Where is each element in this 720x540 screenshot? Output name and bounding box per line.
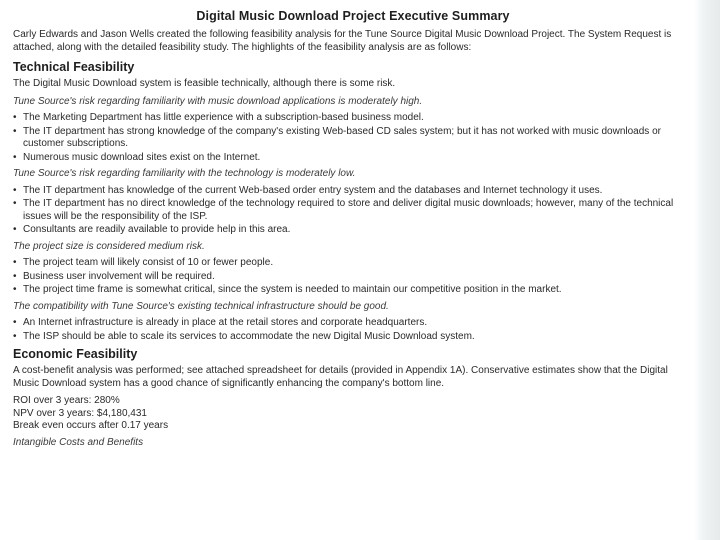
list-item: • An Internet infrastructure is already in place at the retail stores and corporate headquarters. xyxy=(13,317,693,330)
page-edge-shadow xyxy=(694,0,720,540)
intro-paragraph: Carly Edwards and Jason Wells created the following feasibility analysis for the Tune Source Digital Music Download Project. The System Request is attached, along with the detailed feasibility study. The highlights of the feasibility analysis are as follows: xyxy=(13,29,672,53)
list-item: • The IT department has knowledge of the current Web-based order entry system and the databases and Internet technology it uses. xyxy=(13,185,693,198)
list-item: • The IT department has no direct knowledge of the technology required to store and deliver digital music downloads; however, many of the technical issues will be the responsibility of the ISP. xyxy=(13,198,693,223)
technical-bullets-2 xyxy=(13,185,693,237)
economic-heading: Economic Feasibility xyxy=(13,347,138,361)
technical-subheading-compatibility: The compatibility with Tune Source's existing technical infrastructure should be good. xyxy=(13,300,389,312)
breakeven-value: Break even occurs after 0.17 years xyxy=(13,420,169,431)
document-title: Digital Music Download Project Executive Summary xyxy=(196,9,510,23)
technical-heading: Technical Feasibility xyxy=(13,60,135,74)
technical-statement: The Digital Music Download system is feasible technically, although there is some risk. xyxy=(13,78,396,89)
technical-bullets-4 xyxy=(13,317,693,343)
executive-summary xyxy=(13,9,693,453)
list-item: • Business user involvement will be required. xyxy=(13,271,693,284)
list-item: • The ISP should be able to scale its services to accommodate the new Digital Music Download system. xyxy=(13,331,693,344)
technical-subheading-project-size: The project size is considered medium risk. xyxy=(13,240,205,252)
roi-value: ROI over 3 years: 280% xyxy=(13,395,120,406)
economic-statement: A cost-benefit analysis was performed; see attached spreadsheet for details (provided in Appendix 1A). Conservative estimates show that the Digital Music Download system has a good chance of significantly enhancing the company's bottom line. xyxy=(13,365,668,389)
list-item: • Consultants are readily available to provide help in this area. xyxy=(13,224,693,237)
technical-subheading-familiarity-app: Tune Source's risk regarding familiarity with music download applications is moderately high. xyxy=(13,95,423,107)
technical-bullets-1 xyxy=(13,112,693,164)
technical-bullets-3 xyxy=(13,257,693,297)
list-item: • The Marketing Department has little experience with a subscription-based business model. xyxy=(13,112,693,125)
economic-metrics xyxy=(13,395,693,433)
intangible-subheading: Intangible Costs and Benefits xyxy=(13,436,144,448)
list-item: • The project team will likely consist of 10 or fewer people. xyxy=(13,257,693,270)
list-item: • Numerous music download sites exist on the Internet. xyxy=(13,152,693,165)
technical-subheading-familiarity-tech: Tune Source's risk regarding familiarity with the technology is moderately low. xyxy=(13,168,356,179)
list-item: • The IT department has strong knowledge of the company's existing Web-based CD sales system; but it has not worked with music downloads or customer subscriptions. xyxy=(13,126,693,151)
npv-value: NPV over 3 years: $4,180,431 xyxy=(13,407,147,419)
list-item: • The project time frame is somewhat critical, since the system is needed to maintain our competitive position in the market. xyxy=(13,284,693,297)
